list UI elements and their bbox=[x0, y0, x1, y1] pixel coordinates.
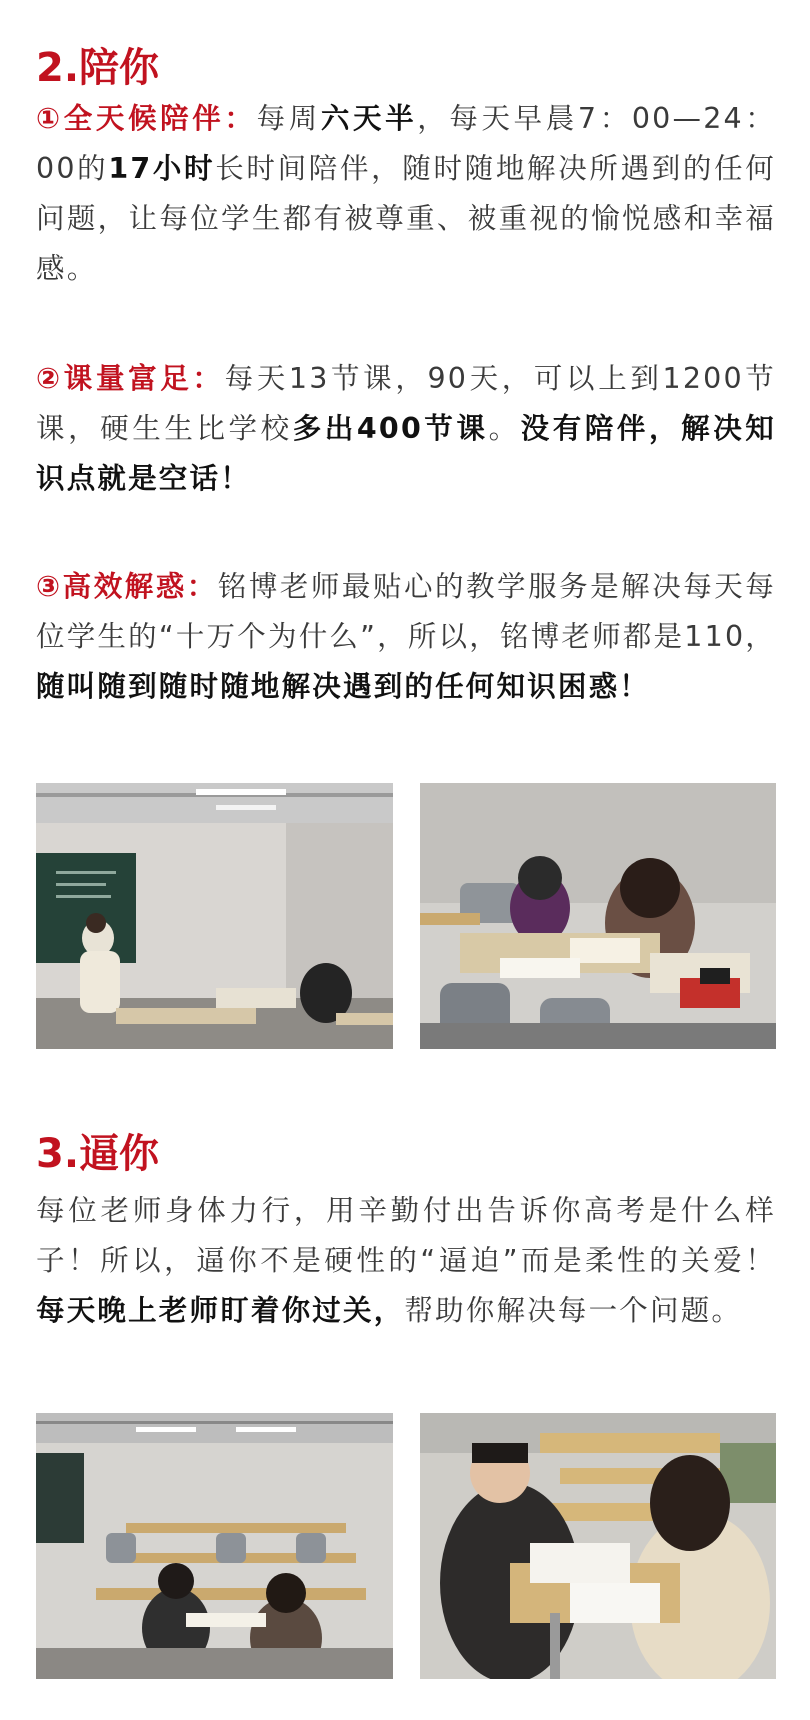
bold-run: 没有陪伴，解决知识点就是空话！ bbox=[36, 412, 776, 495]
bold-run: 每天晚上老师盯着你过关， bbox=[36, 1294, 405, 1327]
classroom-photo-teacher-student bbox=[420, 1413, 776, 1679]
section-heading-push: 3.逼你 bbox=[36, 1131, 160, 1177]
paragraph-push-you bbox=[36, 1186, 776, 1336]
bold-run: 17小时 bbox=[108, 152, 216, 185]
section-heading-accompany: 2.陪你 bbox=[36, 45, 160, 91]
bold-run: 多出400节课 bbox=[292, 412, 489, 445]
text-run: 帮助你解决每一个问题。 bbox=[404, 1294, 743, 1327]
text-run: 。 bbox=[488, 412, 521, 445]
text-run: 每位老师身体力行，用辛勤付出告诉你高考是什么样子！所以，逼你不是硬性的“逼迫”而是柔性的关爱！ bbox=[36, 1194, 776, 1277]
item-marker: ① bbox=[36, 102, 64, 135]
classroom-photo-wide-room bbox=[36, 1413, 393, 1679]
item-label-lessons: 课量富足： bbox=[63, 362, 225, 395]
text-run: ，每天早晨7：00—24：00的 bbox=[36, 102, 776, 185]
paragraph-all-day-company bbox=[36, 94, 776, 294]
text-run: 每天13节课，90天，可以上到1200节课，硬生生比学校 bbox=[36, 362, 776, 445]
classroom-photo-teacher-blackboard bbox=[36, 783, 393, 1049]
bold-run: 随叫随到随时随地解决遇到的任何知识困惑！ bbox=[36, 670, 651, 703]
paragraph-ample-lessons bbox=[36, 354, 776, 504]
item-marker: ③ bbox=[36, 570, 63, 603]
classroom-photo-tutoring-desk bbox=[420, 783, 776, 1049]
item-label-all-day: 全天候陪伴： bbox=[63, 102, 257, 135]
text-run: 每周 bbox=[256, 102, 321, 135]
text-run: 铭博老师最贴心的教学服务是解决每天每位学生的“十万个为什么”，所以，铭博老师都是110， bbox=[36, 570, 776, 653]
text-run: 长时间陪伴，随时随地解决所遇到的任何问题，让每位学生都有被尊重、被重视的愉悦感和幸福感。 bbox=[36, 152, 776, 285]
bold-run: 六天半 bbox=[320, 102, 418, 135]
item-label-answers: 高效解惑： bbox=[62, 570, 218, 603]
item-marker: ② bbox=[36, 362, 64, 395]
paragraph-efficient-answers bbox=[36, 562, 776, 712]
